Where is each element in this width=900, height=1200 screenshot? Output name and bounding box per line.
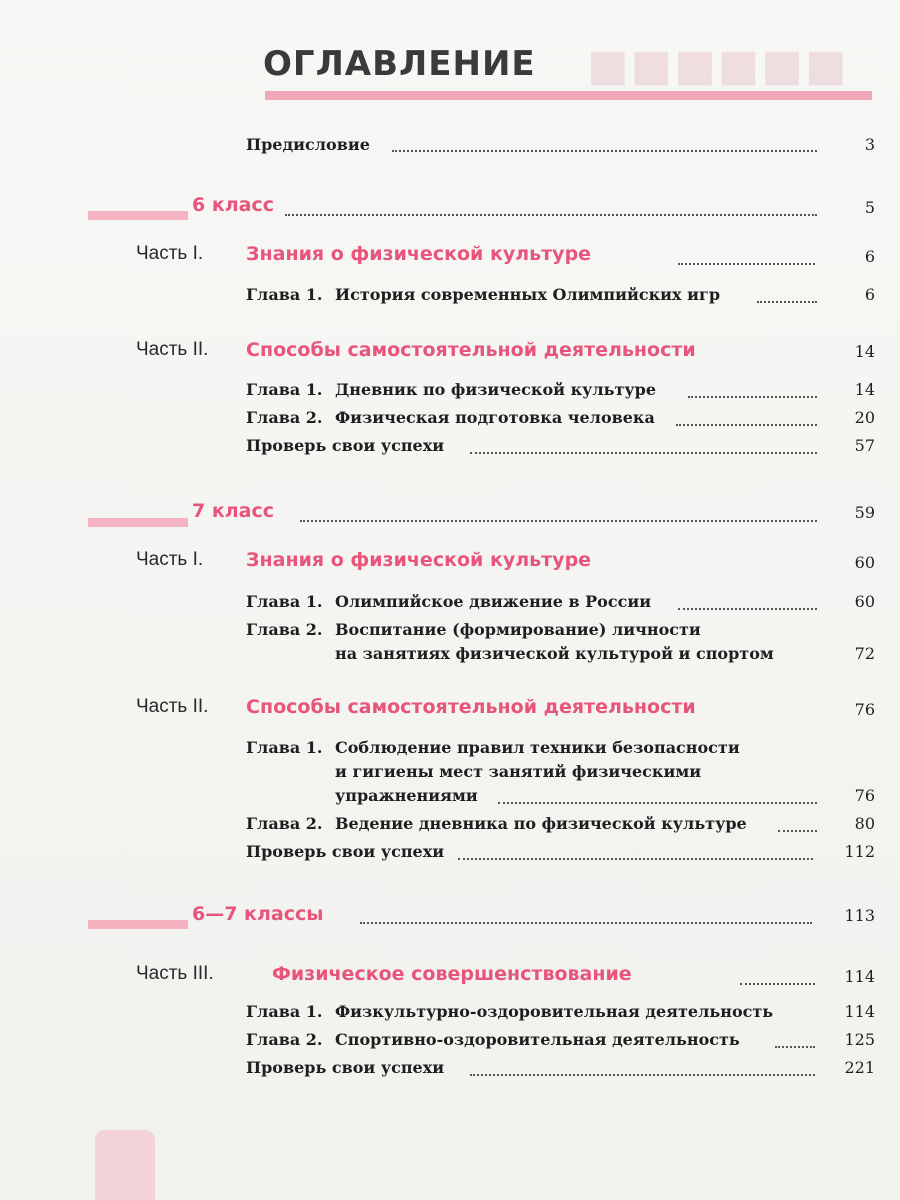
g7-p2-ch1-text3[interactable]: упражнениями bbox=[335, 786, 478, 805]
grade67-label[interactable]: 6—7 классы bbox=[192, 903, 324, 925]
g6-p2-check-page: 57 bbox=[854, 436, 875, 455]
g7-p2-ch2-leader bbox=[778, 828, 817, 832]
g6-p2-check-leader bbox=[470, 450, 817, 454]
g7-p2-check-page: 112 bbox=[844, 842, 875, 861]
g6-part2-label: Часть II. bbox=[136, 339, 209, 360]
g6-p2-ch1-num: Глава 1. bbox=[246, 380, 323, 399]
g6-p2-ch2-page: 20 bbox=[854, 408, 875, 427]
g67-p3-ch2-page: 125 bbox=[844, 1030, 875, 1049]
g67-p3-check-page: 221 bbox=[844, 1058, 875, 1077]
g7-p2-check-text[interactable]: Проверь свои успехи bbox=[246, 842, 445, 861]
g7-p1-ch2-text1[interactable]: Воспитание (формирование) личности bbox=[335, 620, 701, 639]
g6-p2-ch1-page: 14 bbox=[854, 380, 875, 399]
preface-leader bbox=[392, 148, 817, 152]
g67-p3-check-leader bbox=[470, 1072, 815, 1076]
g6-p2-ch2-leader bbox=[676, 422, 817, 426]
title-underline-bar bbox=[265, 91, 872, 100]
grade6-leader bbox=[285, 212, 817, 216]
g6-part2-page: 14 bbox=[854, 342, 875, 361]
g7-part2-title[interactable]: Способы самостоятельной деятельности bbox=[246, 696, 696, 718]
g7-part2-label: Часть II. bbox=[136, 696, 209, 717]
g7-part2-page: 76 bbox=[854, 700, 875, 719]
g6-p1-ch1-leader bbox=[757, 299, 817, 303]
g7-part1-label: Часть I. bbox=[136, 549, 204, 570]
bleed-through-heading: ■■■■■■ bbox=[585, 40, 847, 91]
g67-p3-ch2-num: Глава 2. bbox=[246, 1030, 323, 1049]
g6-p1-ch1-page: 6 bbox=[864, 285, 875, 304]
bleed-through-page-tab bbox=[95, 1130, 155, 1200]
g7-p2-ch1-leader bbox=[498, 800, 817, 804]
g6-p1-ch1-num: Глава 1. bbox=[246, 285, 323, 304]
g7-p1-ch1-num: Глава 1. bbox=[246, 592, 323, 611]
g7-p2-ch2-text[interactable]: Ведение дневника по физической культуре bbox=[335, 814, 747, 833]
g6-part1-title[interactable]: Знания о физической культуре bbox=[246, 243, 592, 265]
g7-p1-ch2-page: 72 bbox=[854, 644, 875, 663]
grade6-bar bbox=[88, 211, 188, 220]
g7-p1-ch2-text2[interactable]: на занятиях физической культурой и спортом bbox=[335, 644, 774, 663]
g67-part3-leader bbox=[740, 981, 815, 985]
grade7-page: 59 bbox=[854, 503, 875, 522]
g6-p2-ch2-text[interactable]: Физическая подготовка человека bbox=[335, 408, 655, 427]
g6-part1-leader bbox=[678, 261, 815, 265]
g6-part1-page: 6 bbox=[864, 247, 875, 266]
g7-p1-ch1-text[interactable]: Олимпийское движение в России bbox=[335, 592, 652, 611]
grade6-label[interactable]: 6 класс bbox=[192, 194, 274, 216]
g67-part3-page: 114 bbox=[844, 967, 875, 986]
g67-p3-ch2-leader bbox=[775, 1044, 815, 1048]
g7-p2-ch2-num: Глава 2. bbox=[246, 814, 323, 833]
g7-p2-ch1-text1[interactable]: Соблюдение правил техники безопасности bbox=[335, 738, 740, 757]
preface-page: 3 bbox=[864, 135, 875, 154]
g67-p3-ch2-text[interactable]: Спортивно-оздоровительная деятельность bbox=[335, 1030, 740, 1049]
g6-p1-ch1-text[interactable]: История современных Олимпийских игр bbox=[335, 285, 720, 304]
g6-p2-ch1-text[interactable]: Дневник по физической культуре bbox=[335, 380, 657, 399]
g67-part3-title[interactable]: Физическое совершенствование bbox=[272, 963, 632, 985]
g7-p2-ch2-page: 80 bbox=[854, 814, 875, 833]
g67-part3-label: Часть III. bbox=[136, 963, 214, 984]
g7-part1-page: 60 bbox=[854, 553, 875, 572]
grade67-page: 113 bbox=[844, 906, 875, 925]
g7-part1-title[interactable]: Знания о физической культуре bbox=[246, 549, 592, 571]
g6-part2-title[interactable]: Способы самостоятельной деятельности bbox=[246, 339, 696, 361]
g67-p3-ch1-page: 114 bbox=[844, 1002, 875, 1021]
g7-p1-ch1-page: 60 bbox=[854, 592, 875, 611]
g67-p3-check-text[interactable]: Проверь свои успехи bbox=[246, 1058, 445, 1077]
g6-p2-ch1-leader bbox=[688, 394, 817, 398]
g7-p2-ch1-page: 76 bbox=[854, 786, 875, 805]
g7-p2-ch1-num: Глава 1. bbox=[246, 738, 323, 757]
g67-p3-ch1-num: Глава 1. bbox=[246, 1002, 323, 1021]
grade67-leader bbox=[360, 920, 812, 924]
g7-p1-ch1-leader bbox=[678, 606, 817, 610]
g7-p2-check-leader bbox=[458, 856, 813, 860]
grade7-bar bbox=[88, 518, 188, 527]
grade6-page: 5 bbox=[864, 198, 875, 217]
g6-p2-ch2-num: Глава 2. bbox=[246, 408, 323, 427]
preface-label[interactable]: Предисловие bbox=[246, 135, 370, 154]
g7-p1-ch2-num: Глава 2. bbox=[246, 620, 323, 639]
grade7-label[interactable]: 7 класс bbox=[192, 500, 274, 522]
grade7-leader bbox=[300, 518, 817, 522]
g6-part1-label: Часть I. bbox=[136, 243, 204, 264]
toc-title: ОГЛАВЛЕНИЕ bbox=[263, 44, 536, 84]
g6-p2-check-text[interactable]: Проверь свои успехи bbox=[246, 436, 445, 455]
g7-p2-ch1-text2[interactable]: и гигиены мест занятий физическими bbox=[335, 762, 702, 781]
grade67-bar bbox=[88, 920, 188, 929]
g67-p3-ch1-text[interactable]: Физкультурно-оздоровительная деятельность bbox=[335, 1002, 774, 1021]
